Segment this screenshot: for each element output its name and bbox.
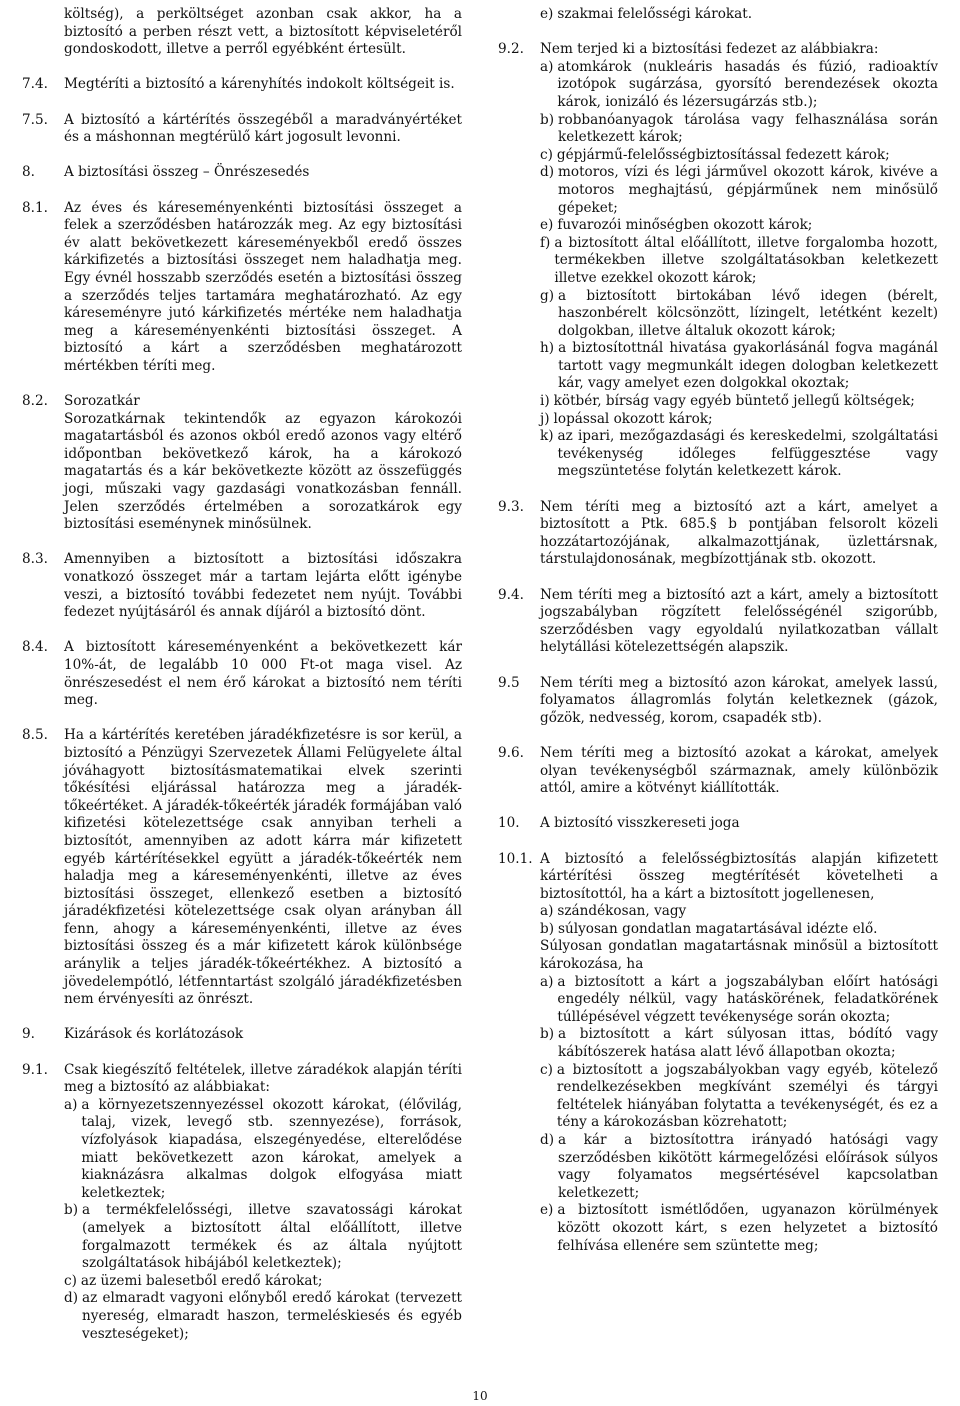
section-gap [22, 375, 462, 393]
list-item [540, 147, 938, 165]
section [22, 6, 462, 59]
list-item-label: a) [540, 973, 554, 990]
section-text: A biztosítási összeg – Önrészesedés [64, 164, 310, 181]
list-item [64, 1290, 462, 1343]
list-item [64, 1097, 462, 1203]
list-item [540, 6, 938, 24]
section-text: Csak kiegészítő feltételek, illetve záradékok alapján téríti meg a biztosító az alábbiakat: [64, 1061, 462, 1096]
section-number [498, 6, 540, 24]
section-number: 9.4. [498, 586, 524, 603]
list-item-label: i) [540, 393, 550, 410]
section-number: 9.6. [498, 744, 524, 761]
section-body [540, 41, 938, 481]
list-item [540, 1132, 938, 1202]
section [22, 727, 462, 1009]
section-body [540, 6, 938, 24]
section [22, 639, 462, 709]
list-item [540, 921, 938, 939]
section-text: A biztosító a kártérítés összegéből a maradványértéket és a máshonnan megtérülő kárt jogosult levonni. [64, 111, 462, 146]
section [22, 200, 462, 376]
list-item [540, 393, 938, 411]
section-gap [22, 622, 462, 640]
section [22, 551, 462, 621]
section [22, 393, 462, 534]
list-item-text: fuvarozói minőségben okozott károk; [557, 217, 813, 234]
section-text: Nem téríti meg a biztosító azt a kárt, amely a biztosított jogszabályban rögzített felelősségénél szigorúbb, szerződésben vagy egyoldalú nyilatkozatban vállalt helytállási kötelezettségén alapszik. [540, 586, 938, 656]
list-item-text: kötbér, bírság vagy egyéb büntető jellegű költségek; [553, 393, 915, 410]
list-item-label: b) [540, 111, 555, 128]
list-item-text: szakmai felelősségi károkat. [557, 6, 753, 22]
list-item-text: a biztosított a kárt a jogszabályban előírt hatósági engedély nélkül, vagy hatáskörének, feladatkörének túllépésével végzett tevékenysége során okozta; [557, 973, 938, 1025]
list-item-text: az üzemi balesetből eredő károkat; [80, 1272, 323, 1289]
section-gap [22, 534, 462, 552]
section-number: 9.3. [498, 498, 524, 515]
section-body [64, 393, 462, 534]
section [498, 815, 938, 833]
list-item [540, 340, 938, 393]
list-item-label: c) [540, 146, 553, 163]
section [498, 851, 938, 1256]
section [22, 164, 462, 182]
list-item-text: a biztosított ismétlődően, ugyanazon körülmények között okozott kárt, s ezen helyzetet a biztosító felhívása ellenére sem szüntette meg; [557, 1202, 938, 1254]
section-number: 8. [22, 164, 35, 181]
list-item [540, 1202, 938, 1255]
section-body [540, 675, 938, 728]
section [498, 41, 938, 481]
section-body [540, 587, 938, 657]
section-body [64, 6, 462, 59]
section-body [64, 200, 462, 376]
list-item-text: motoros, vízi és légi járművel okozott károk, kivéve a motoros meghajtású, gépjárműnek nem minősülő gépeket; [558, 164, 938, 216]
section-gap [498, 833, 938, 851]
section-text: Ha a kártérítés keretében járadékfizetésre is sor kerül, a biztosító a Pénzügyi Szervezetek Állami Felügyelete által jóváhagyott biztosításmatematikai elvek szerinti tőkésítési eljárással határozza meg a járadék-tőkeértéket. A járadék-tőkeérték járadék formájában való kifizetési kötelezettsége csak annyiban terheli a biztosítót, amennyiben az adott kárra már kifizetett egyéb kártérítésekkel együtt a járadék-tőkeérték nem haladja meg a káreseményenkénti, illetve az éves biztosítási összeget, ellenkező esetben a biztosító járadékfizetési kötelezettsége csak olyan arányban áll fenn, ahogy a káreseményenkénti, illetve az éves biztosítási összeg és a már kifizetett károk különbsége aránylik a teljes járadék-tőkeértékhez. A biztosító a jövedelempótló, létfenntartást szolgáló járadékfizetésben nem érvényesíti az önrészt. [64, 727, 462, 1008]
section-gap [22, 1009, 462, 1027]
list-item [540, 1062, 938, 1132]
section-body [64, 1026, 462, 1044]
section-number: 8.2. [22, 393, 48, 410]
section-gap [22, 1044, 462, 1062]
section-gap [22, 94, 462, 112]
section-number: 10.1. [498, 850, 533, 867]
section-body [64, 639, 462, 709]
section-body [540, 815, 938, 833]
section-gap [498, 798, 938, 816]
list-item-label: a) [540, 903, 554, 920]
section-text: Kizárások és korlátozások [64, 1026, 244, 1043]
section-number: 8.4. [22, 639, 48, 656]
section-text: Megtéríti a biztosító a kárenyhítés indokolt költségeit is. [64, 76, 455, 93]
list-item [540, 288, 938, 341]
section-gap [498, 657, 938, 675]
section-text: Az éves és káreseményenkénti biztosítási összeget a felek a szerződésben határozzák meg. Az egy biztosítási év alatt bekövetkezett káreseményekből eredő összes kárkifizetés a biztosítási összeget nem haladhatja meg. Egy évnél hosszabb szerződés esetén a biztosítási összeg a szerződés teljes tartamára meghatározható. Az egy káreseményre jutó kárkifizetés mértéke nem haladhatja meg a káreseményenkénti biztosítási összeget. A biztosító a kárt a szerződésben meghatározott mértékben téríti meg. [64, 199, 462, 374]
list-item-text: a biztosított birtokában lévő idegen (bérelt, haszonbérelt kölcsönzött, lízingelt, letétként kezelt) dolgokban, illetve általuk okozott károk; [558, 287, 938, 339]
section-gap [22, 710, 462, 728]
section-gap [22, 182, 462, 200]
list-item [540, 903, 938, 921]
list-item-text: lopással okozott károk; [553, 410, 713, 427]
list-item-label: e) [540, 1202, 554, 1219]
section-text: Nem téríti meg a biztosító azokat a károkat, amelyek olyan tevékenységből származnak, amely különbözik attól, amire a kötvényt kiállították. [540, 744, 938, 797]
list-item [540, 1026, 938, 1061]
list-item-label: c) [64, 1272, 77, 1289]
list-item [64, 1202, 462, 1272]
list-item-label: b) [540, 920, 555, 937]
list-item-label: d) [64, 1290, 79, 1307]
list-item-text: gépjármű-felelősségbiztosítással fedezett károk; [556, 146, 890, 163]
list-item-label: f) [540, 234, 551, 251]
section-text: A biztosító visszkereseti joga [540, 815, 740, 832]
section-text: Nem téríti meg a biztosító azt a kárt, amelyet a biztosított a Ptk. 685.§ b pontjában felsorolt közeli hozzátartozójának, alkalmazottjának, üzlettársnak, társtulajdonosának, megbízottjának stb. okozott. [540, 498, 938, 568]
section [498, 675, 938, 728]
list-item-label: b) [64, 1202, 79, 1219]
section [22, 1026, 462, 1044]
right-column [498, 6, 938, 1255]
section-text: Nem terjed ki a biztosítási fedezet az alábbiakra: [540, 41, 879, 58]
list-item-label: c) [540, 1061, 553, 1078]
section-body [540, 745, 938, 798]
list-item-text: atomkárok (nukleáris hasadás és fúzió, radioaktív izotópok sugárzása, gyorsító berendezések okozta károk, ionizáló és lézersugárzás stb.); [557, 58, 938, 110]
section-number: 9.1. [22, 1061, 48, 1078]
section [498, 745, 938, 798]
list-item-text: a biztosított a jogszabályokban vagy egyéb, kötelező rendelkezésekben megkívánt személyi és tárgyi feltételek hiányában folytatta a tevékenységét, és ez a tény a károkozásban közrehatott; [556, 1061, 938, 1131]
section-body [64, 551, 462, 621]
page-number: 10 [472, 1389, 488, 1403]
section-text: A biztosító a felelősségbiztosítás alapján kifizetett kártérítési összeg megtérítését követelheti a biztosítottól, ha a kárt a biztosított jogellenesen, [540, 850, 938, 902]
list-item-label: e) [540, 6, 554, 22]
section-number: 8.1. [22, 199, 48, 216]
section-body [540, 851, 938, 1256]
list-item-text: a biztosított által előállított, illetve forgalomba hozott, termékekben illetve szolgáltatásokban keletkezett illetve ezekkel okozott károk; [554, 234, 938, 286]
section-number: 7.4. [22, 76, 48, 93]
section-number: 10. [498, 815, 520, 832]
list-item-label: h) [540, 340, 555, 357]
section-body [64, 1062, 462, 1344]
section-text: A biztosított káreseményenként a bekövetkezett kár 10%-át, de legalább 10 000 Ft-ot maga visel. Az önrészesedést el nem érő károkat a biztosító nem téríti meg. [64, 639, 462, 709]
section-number: 9.5 [498, 674, 520, 691]
list-item-text: az ipari, mezőgazdasági és kereskedelmi, szolgáltatási tevékenység időleges felfüggesztése vagy megszüntetése folytán keletkezett károk. [557, 428, 938, 480]
list-item-label: d) [540, 1132, 555, 1148]
section-body [540, 499, 938, 569]
section [22, 76, 462, 94]
list-item-text: robbanóanyagok tárolása vagy felhasználása során keletkezett károk; [558, 111, 938, 146]
section-body [64, 112, 462, 147]
list-item-text: szándékosan, vagy [557, 903, 687, 920]
section-body [64, 164, 462, 182]
left-column [22, 6, 462, 1343]
list-item [540, 974, 938, 1027]
list-item-text: a biztosítottnál hivatása gyakorlásánál fogva magánál tartott vagy megmunkált idegen dologban keletkezett kár, vagy amelyet ezen dolgokkal okoztak; [558, 340, 938, 392]
section-body [64, 76, 462, 94]
list-item [540, 235, 938, 288]
list-item-label: b) [540, 1026, 555, 1043]
section-number: 9.2. [498, 41, 524, 58]
section-text: Amennyiben a biztosított a biztosítási időszakra vonatkozó összeget már a tartam lejárta előtt igénybe veszi, a biztosító további fedezetet nem nyújt. További fedezet nyújtásáról és annak díjáról a biztosító dönt. [64, 551, 462, 621]
list-item-label: a) [64, 1096, 78, 1113]
section-gap [498, 481, 938, 499]
list-item-text: súlyosan gondatlan magatartásával idézte elő. [558, 920, 878, 937]
list-item-label: e) [540, 217, 554, 234]
section-text: Nem téríti meg a biztosító azon károkat, amelyek lassú, folyamatos állagromlás folytán keletkeznek (gázok, gőzök, nedvesség, korom, csapadék stb). [540, 674, 938, 726]
section-text: költség), a perköltséget azonban csak akkor, ha a biztosító a perben részt vett, a biztosított képviseletéről gondoskodott, illetve a perről egyébként értesült. [64, 6, 462, 58]
list-item-label: j) [540, 410, 550, 427]
list-item [540, 164, 938, 217]
list-item-label: d) [540, 164, 555, 181]
list-item [540, 59, 938, 112]
list-item-text: a termékfelelősségi, illetve szavatossági károkat (amelyek a biztosított által előállított, illetve forgalmazott termékek és az általa nyújtott szolgáltatások hibájából keletkeztek); [82, 1202, 462, 1272]
section-number: 8.5. [22, 727, 48, 744]
section-number: 9. [22, 1026, 35, 1043]
section [498, 499, 938, 569]
list-item [540, 411, 938, 429]
list-item-text: a kár a biztosítottra irányadó hatósági vagy szerződésben kikötött kármegelőzési előírások súlyos vagy folyamatos megsértésével kapcsolatban keletkezett; [558, 1132, 938, 1201]
list-item-label: a) [540, 58, 554, 75]
section-gap [498, 727, 938, 745]
list-item-text: az elmaradt vagyoni előnyből eredő károkat (tervezett nyereség, elmaradt haszon, termeléskiesés és egyéb veszteségeket); [82, 1290, 462, 1342]
list-item-text: a környezetszennyezéssel okozott károkat, (élővilág, talaj, vizek, levegő stb. szennyezése), források, vízfolyások kiapadása, elszegényedése, elterelődése miatt bekövetkezett azon károkat, amelyek a kiaknázásra alkalmas dolgok elfogyása miatt keletkeztek; [81, 1096, 462, 1201]
section-number: 7.5. [22, 111, 48, 128]
section-title: Sorozatkár [64, 393, 140, 410]
section-number: 8.3. [22, 551, 48, 568]
section [498, 587, 938, 657]
list-item [64, 1273, 462, 1291]
section-text: Sorozatkárnak tekintendők az egyazon károkozói magatartásból és azonos okból eredő azonos vagy eltérő időpontban bekövetkező károk, ha a károkozó magatartás és a kár bekövetkezte között az összefüggés jogi, műszaki vagy gazdasági vonatkozásban fennáll. Jelen szerződés értelmében a sorozatkárok egy biztosítási eseménynek minősülnek. [64, 410, 462, 533]
section-body [64, 727, 462, 1009]
section [22, 112, 462, 147]
section-gap [498, 24, 938, 42]
list-item [540, 217, 938, 235]
section-number [22, 6, 64, 59]
section-gap [498, 569, 938, 587]
list-item [540, 112, 938, 147]
list-item [540, 428, 938, 481]
section [22, 1062, 462, 1344]
section-text: Súlyosan gondatlan magatartásnak minősül a biztosított károkozása, ha [540, 938, 938, 973]
list-item-text: a biztosított a kárt súlyosan ittas, bódító vagy kábítószerek hatása alatt lévő állapotban okozta; [558, 1026, 938, 1061]
section-gap [22, 147, 462, 165]
section [498, 6, 938, 24]
list-item-label: g) [540, 287, 555, 304]
section-gap [22, 59, 462, 77]
list-item-label: k) [540, 428, 554, 445]
